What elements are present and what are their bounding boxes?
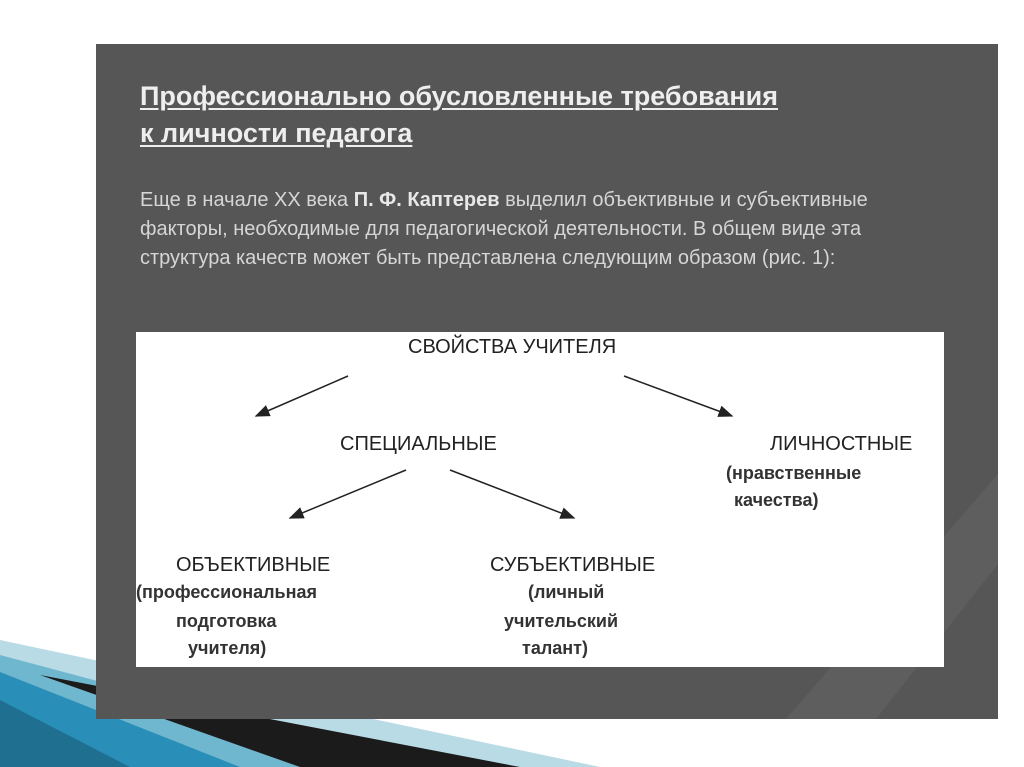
arrow-root-to-special (256, 376, 348, 416)
slide-panel (96, 44, 998, 719)
paragraph-part-2: выделил объективные и субъективные факторы, необходимые для педагогической деятельности. В общем виде эта структура качеств может быть представлена следующим образом (рис. 1): (140, 189, 868, 269)
node-subjective-note-2: учительский (504, 611, 619, 631)
node-objective-note-2: подготовка (176, 611, 277, 631)
node-subjective-note-1: (личный (528, 582, 605, 602)
paragraph-part-1: Еще в начале XX века (140, 189, 354, 211)
node-subjective: СУБЪЕКТИВНЫЕ (490, 554, 656, 576)
node-personal-note-2: качества) (734, 490, 819, 510)
title-line-2: к личности педагога (140, 118, 413, 148)
node-objective-note-1: (профессиональная (136, 582, 317, 602)
node-special: СПЕЦИАЛЬНЫЕ (340, 433, 497, 455)
node-objective-note-3: учителя) (188, 638, 267, 658)
teacher-properties-diagram (136, 332, 944, 667)
paragraph-author: П. Ф. Каптерев (353, 189, 500, 211)
title-line-1: Профессионально обусловленные требования (140, 81, 778, 111)
node-personal-note-1: (нравственные (726, 463, 862, 483)
node-personal: ЛИЧНОСТНЫЕ (770, 433, 913, 455)
arrow-special-to-objective (290, 470, 406, 518)
arrow-root-to-personal (624, 376, 732, 416)
node-subjective-note-3: талант) (522, 638, 588, 658)
node-root: СВОЙСТВА УЧИТЕЛЯ (408, 336, 617, 358)
node-objective: ОБЪЕКТИВНЫЕ (176, 554, 331, 576)
intro-paragraph (140, 186, 940, 273)
arrow-special-to-subjective (450, 470, 574, 518)
slide-title (140, 78, 990, 152)
